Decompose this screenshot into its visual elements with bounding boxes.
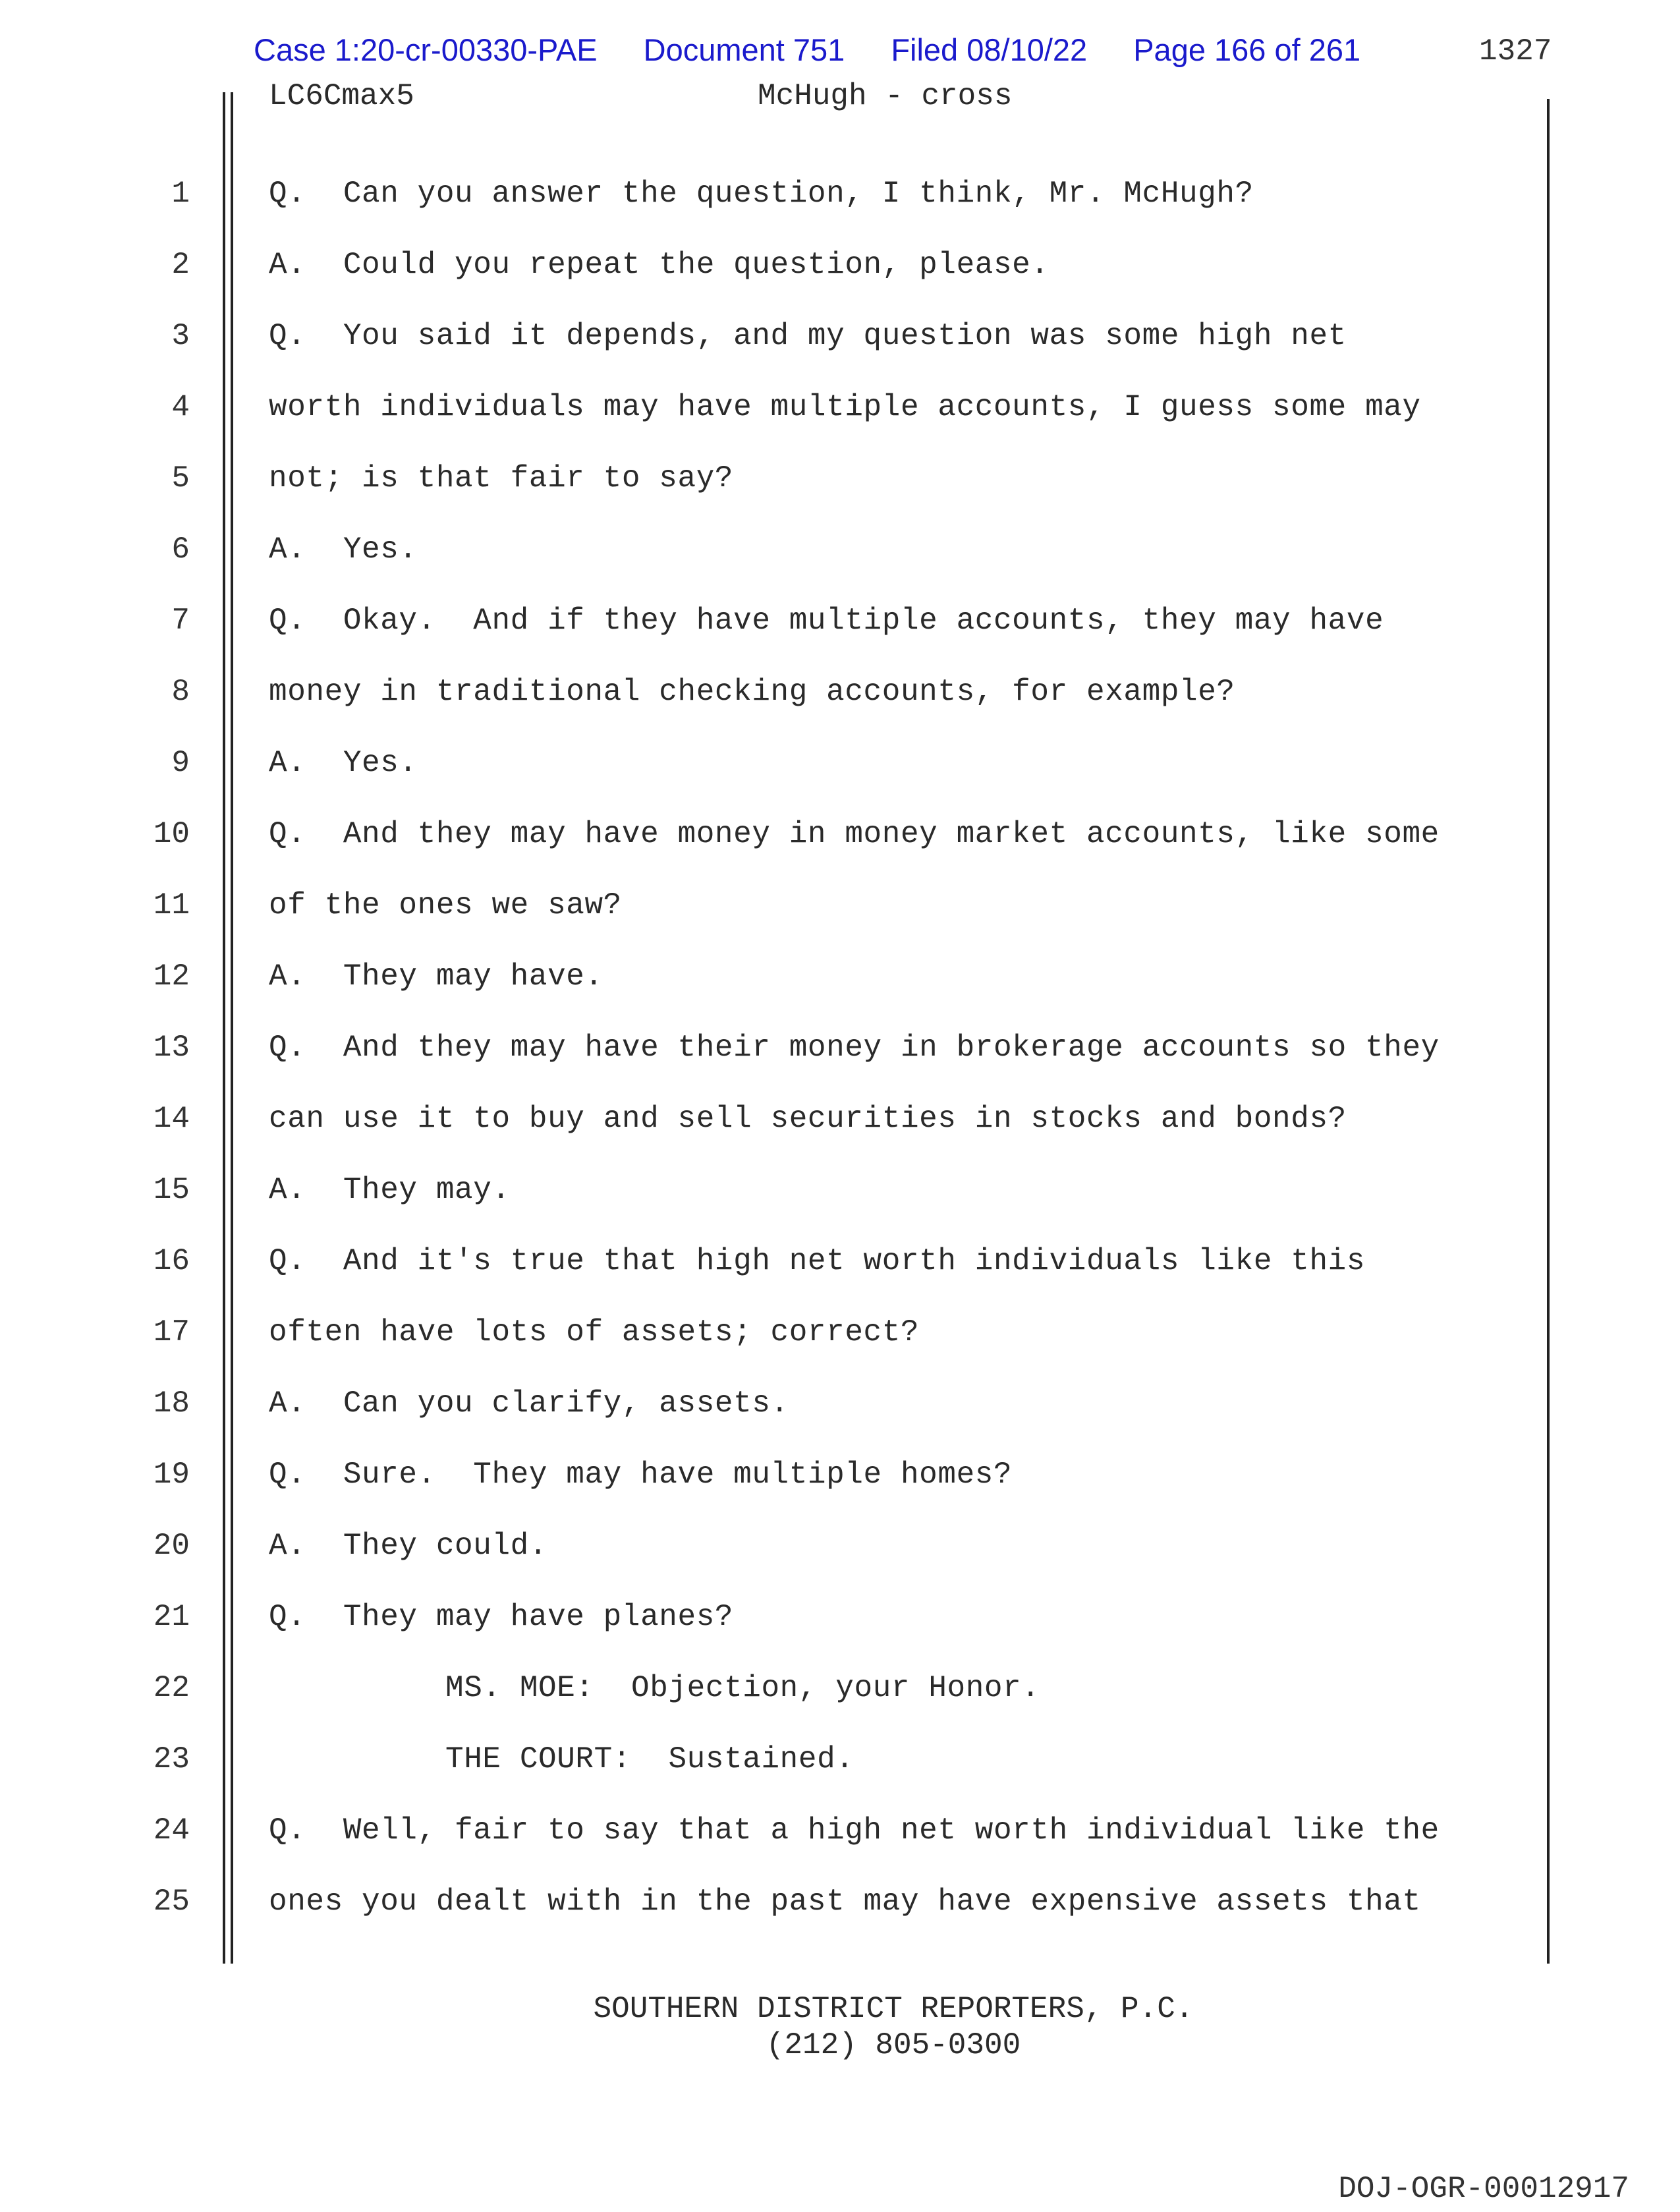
line-number: 14 — [153, 1102, 190, 1136]
line-number: 13 — [153, 1031, 190, 1065]
line-text: ones you dealt with in the past may have expensive assets that — [269, 1885, 1421, 1919]
reporter-footer — [0, 1991, 1680, 2064]
transcript-line — [0, 1170, 1680, 1241]
page-of-total: Page 166 of 261 — [1133, 32, 1361, 67]
line-number: 23 — [153, 1742, 190, 1776]
line-text: Q. You said it depends, and my question was some high net — [269, 319, 1347, 353]
line-number: 9 — [171, 746, 190, 780]
transcript-body — [0, 174, 1680, 1953]
line-number: 19 — [153, 1458, 190, 1492]
transcript-line — [0, 1811, 1680, 1882]
line-text: A. They may. — [269, 1173, 511, 1207]
line-number: 20 — [153, 1529, 190, 1563]
transcript-line — [0, 1668, 1680, 1740]
transcript-line — [0, 743, 1680, 814]
line-number: 3 — [171, 319, 190, 353]
line-text: A. Yes. — [269, 532, 418, 567]
line-number: 16 — [153, 1244, 190, 1278]
reporter-name: SOUTHERN DISTRICT REPORTERS, P.C. — [593, 1992, 1194, 2026]
line-text: A. Could you repeat the question, please. — [269, 248, 1050, 282]
line-number: 1 — [171, 177, 190, 211]
line-text: often have lots of assets; correct? — [269, 1315, 920, 1349]
transcript-line — [0, 245, 1680, 316]
line-number: 7 — [171, 604, 190, 638]
line-text: of the ones we saw? — [269, 888, 622, 922]
line-text: A. Can you clarify, assets. — [269, 1386, 789, 1421]
line-text: Q. And they may have money in money market accounts, like some — [269, 817, 1440, 851]
line-number: 4 — [171, 390, 190, 424]
transcript-line — [0, 814, 1680, 886]
line-number: 12 — [153, 959, 190, 994]
line-text-colloquy: THE COURT: Sustained. — [445, 1742, 854, 1776]
transcript-line — [0, 1740, 1680, 1811]
document-number: Document 751 — [643, 32, 845, 67]
reporter-phone: (212) 805-0300 — [766, 2028, 1021, 2062]
transcript-line — [0, 1099, 1680, 1170]
line-number: 25 — [153, 1885, 190, 1919]
transcript-line — [0, 1455, 1680, 1526]
line-number: 15 — [153, 1173, 190, 1207]
transcript-line — [0, 1882, 1680, 1953]
line-text: not; is that fair to say? — [269, 461, 734, 496]
line-text: worth individuals may have multiple accounts, I guess some may — [269, 390, 1421, 424]
line-number: 5 — [171, 461, 190, 496]
bates-number: DOJ-OGR-00012917 — [1338, 2172, 1629, 2206]
transcript-line — [0, 316, 1680, 387]
transcript-line — [0, 1028, 1680, 1099]
line-text: can use it to buy and sell securities in stocks and bonds? — [269, 1102, 1347, 1136]
transcript-line — [0, 886, 1680, 957]
transcript-line — [0, 1384, 1680, 1455]
header-title: McHugh - cross — [758, 79, 1013, 113]
line-text: money in traditional checking accounts, for example? — [269, 675, 1235, 709]
line-text: Q. Well, fair to say that a high net worth individual like the — [269, 1813, 1440, 1848]
filing-stamp — [254, 29, 1360, 70]
line-text: Q. And they may have their money in brokerage accounts so they — [269, 1031, 1440, 1065]
line-text-colloquy: MS. MOE: Objection, your Honor. — [445, 1671, 1040, 1705]
line-text: Q. Can you answer the question, I think, Mr. McHugh? — [269, 177, 1254, 211]
transcript-line — [0, 1313, 1680, 1384]
case-number: Case 1:20-cr-00330-PAE — [254, 32, 598, 67]
line-text: A. Yes. — [269, 746, 418, 780]
line-number: 10 — [153, 817, 190, 851]
line-number: 8 — [171, 675, 190, 709]
line-number: 18 — [153, 1386, 190, 1421]
line-text: A. They may have. — [269, 959, 603, 994]
transcript-line — [0, 1241, 1680, 1313]
line-number: 6 — [171, 532, 190, 567]
transcript-line — [0, 672, 1680, 743]
transcript-line — [0, 1526, 1680, 1597]
transcript-line — [0, 1597, 1680, 1668]
line-number: 11 — [153, 888, 190, 922]
line-text: Q. Sure. They may have multiple homes? — [269, 1458, 1013, 1492]
line-text: Q. They may have planes? — [269, 1600, 734, 1634]
header-code: LC6Cmax5 — [269, 79, 414, 113]
line-text: Q. Okay. And if they have multiple accounts, they may have — [269, 604, 1384, 638]
line-number: 24 — [153, 1813, 190, 1848]
transcript-page-number: 1327 — [1479, 34, 1552, 69]
filed-date: Filed 08/10/22 — [891, 32, 1088, 67]
transcript-line — [0, 957, 1680, 1028]
transcript-line — [0, 174, 1680, 245]
transcript-line — [0, 601, 1680, 672]
line-number: 21 — [153, 1600, 190, 1634]
transcript-line — [0, 530, 1680, 601]
line-text: A. They could. — [269, 1529, 548, 1563]
transcript-line — [0, 459, 1680, 530]
line-number: 2 — [171, 248, 190, 282]
line-text: Q. And it's true that high net worth individuals like this — [269, 1244, 1366, 1278]
line-number: 17 — [153, 1315, 190, 1349]
transcript-line — [0, 387, 1680, 459]
line-number: 22 — [153, 1671, 190, 1705]
